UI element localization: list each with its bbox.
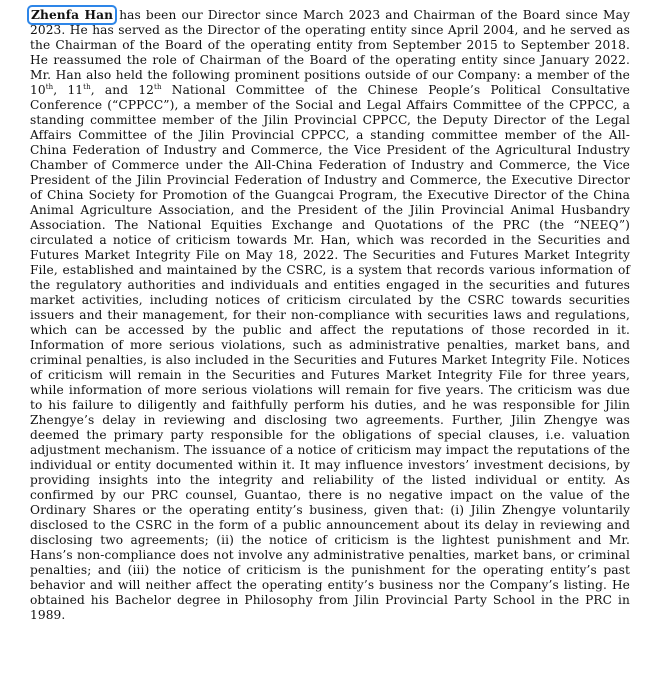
ordinal-suffix-11: th bbox=[83, 82, 91, 91]
bio-mid-text-2: , and 12 bbox=[90, 83, 155, 97]
bio-rest-text: National Committee of the Chinese People’s Political Consultative Conference (“CPPCC”), a member of the Social and Legal Affairs Committee of the CPPCC, a standing committee member of the Jilin Provincial CPPCC, the Deputy Director of the Legal Affairs Committee of the Jilin Provincial CPPCC, a standing committee member of the All-China Federation of Industry and Commerce, the Vice President of the Agricultural Industry Chamber of Commerce under the All-China Federation of Industry and Commerce, the Vice President of the Jilin Provincial Federation of Industry and Commerce, the Executive Director of China Society for Promotion of the Guangcai Program, the Executive Director of the China Animal Agriculture Association, and the President of the Jilin Provincial Animal Husbandry Association. The National Equities Exchange and Quotations of the PRC (the “NEEQ”) circulated a notice of criticism towards Mr. Han, which was recorded in the Securities and Futures Market Integrity File on May 18, 2022. The Securities and Futures Market Integrity File, established and maintained by the CSRC, is a system that records various information of the regulatory authorities and individuals and entities engaged in the securities and futures market activities, including notices of criticism circulated by the CSRC towards securities issuers and their management, for their non-compliance with securities laws and regulations, which can be accessed by the public and affect the reputations of those recorded in it. Information of more serious violations, such as administrative penalties, market bans, and criminal penalties, is also included in the Securities and Futures Market Integrity File. Notices of criticism will remain in the Securities and Futures Market Integrity File for three years, while information of more serious violations will remain for five years. The criticism was due to his failure to diligently and faithfully perform his duties, and he was responsible for Jilin Zhengye’s delay in reviewing and disclosing two agreements. Further, Jilin Zhengye was deemed the primary party responsible for the obligations of special clauses, i.e. valuation adjustment mechanism. The issuance of a notice of criticism may impact the reputations of the individual or entity documented within it. It may influence investors’ investment decisions, by providing insights into the integrity and reliability of the listed individual or entity. As confirmed by our PRC counsel, Guantao, there is no negative impact on the value of the Ordinary Shares or the operating entity’s business, given that: (i) Jilin Zhengye voluntarily disclosed to the CSRC in the form of a public announcement about its delay in reviewing and disclosing two agreements; (ii) the notice of criticism is the lightest punishment and Mr. Hans’s non-compliance does not involve any administrative penalties, market bans, or criminal penalties; and (iii) the notice of criticism is the punishment for the operating entity’s past behavior and will neither affect the operating entity’s business nor the Company’s listing. He obtained his Bachelor degree in Philosophy from Jilin Provincial Party School in the PRC in 1989. bbox=[30, 83, 630, 622]
bio-intro-text: has been our Director since March 2023 and Chairman of the Board since May 2023. He has served as the Director of the operating entity since April 2004, and he served as the Chairman of the Board of the operating entity from September 2015 to September 2018. He reassumed the role of Chairman of the Board of the operating entity since January 2022. Mr. Han also held the following prominent positions outside of our Company: a member of the 10 bbox=[30, 8, 630, 97]
biography-paragraph bbox=[30, 8, 630, 623]
document-page bbox=[30, 8, 630, 623]
bio-mid-text-1: , 11 bbox=[53, 83, 84, 97]
ordinal-suffix-12: th bbox=[154, 82, 162, 91]
ordinal-suffix-10: th bbox=[45, 82, 54, 91]
highlighted-name: Zhenfa Han bbox=[31, 8, 114, 22]
